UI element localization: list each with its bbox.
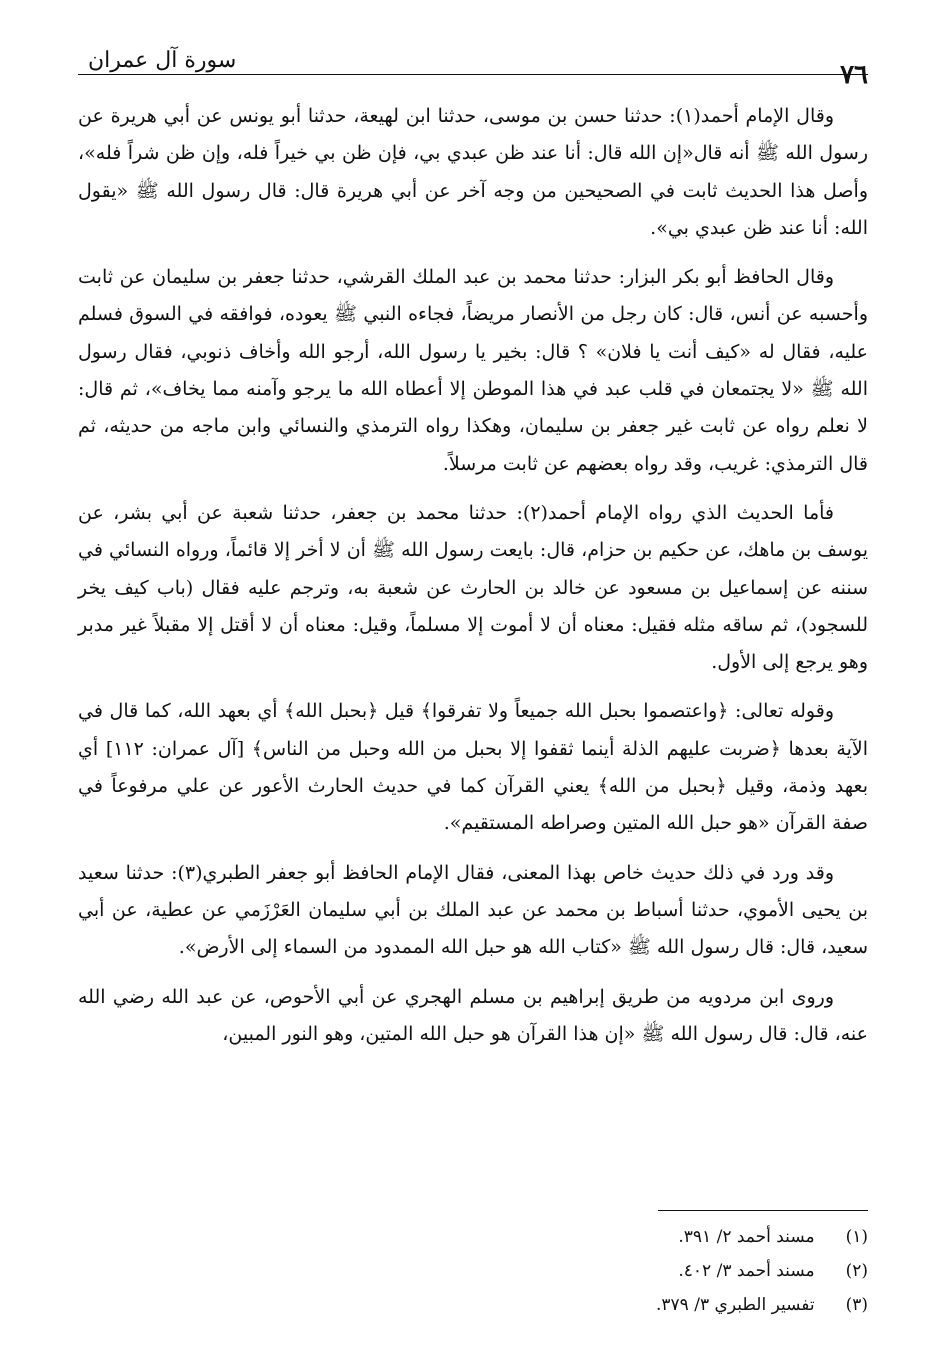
paragraph-5: وقد ورد في ذلك حديث خاص بهذا المعنى، فقال الإمام الحافظ أبو جعفر الطبري(٣): حدثنا سعيد بن يحيى الأموي، حدثنا أسباط بن محمد عن عبد الملك بن أبي سليمان العَرْزَمي عن عطية، عن أبي سعيد، قال: قال رسول الله ﷺ «كتاب الله هو حبل الله الممدود من السماء إلى الأرض». bbox=[78, 861, 868, 959]
footnote-number: (١) bbox=[845, 1227, 868, 1247]
footnote-number: (٢) bbox=[845, 1261, 868, 1281]
footnote-1 bbox=[368, 1220, 868, 1254]
footnote-number: (٣) bbox=[845, 1295, 868, 1315]
footnote-text: تفسير الطبري ٣/ ٣٧٩. bbox=[656, 1295, 815, 1315]
page-header bbox=[78, 40, 868, 90]
footnote-text: مسند أحمد ٢/ ٣٩١. bbox=[678, 1227, 815, 1247]
footnote-divider bbox=[658, 1210, 868, 1211]
paragraph-4: وقوله تعالى: ﴿واعتصموا بحبل الله جميعاً ولا تفرقوا﴾ قيل ﴿بحبل الله﴾ أي بعهد الله، كما قال في الآية بعدها ﴿ضربت عليهم الذلة أينما ثقفوا إلا بحبل من الله وحبل من الناس﴾ [آل عمران: ١١٢] أي بعهد وذمة، وقيل ﴿بحبل من الله﴾ يعني القرآن كما في حديث الحارث الأعور عن علي مرفوعاً في صفة القرآن «هو حبل الله المتين وصراطه المستقيم». bbox=[78, 700, 868, 835]
paragraph-6: وروى ابن مردويه من طريق إبراهيم بن مسلم الهجري عن أبي الأحوص، عن عبد الله رضي الله عنه، قال: قال رسول الله ﷺ «إن هذا القرآن هو حبل الله المتين، وهو النور المبين، bbox=[78, 985, 868, 1045]
footnotes bbox=[368, 1220, 868, 1322]
page-number: ٧٦ bbox=[840, 60, 868, 90]
footnote-3 bbox=[368, 1288, 868, 1322]
header-divider bbox=[78, 74, 868, 75]
paragraph-1: وقال الإمام أحمد(١): حدثنا حسن بن موسى، حدثنا ابن لهيعة، حدثنا أبو يونس عن أبي هريرة عن رسول الله ﷺ أنه قال«إن الله قال: أنا عند ظن عبدي بي، فإن ظن بي خيراً فله، وإن ظن شراً فله»، وأصل هذا الحديث ثابت في الصحيحين من وجه آخر عن أبي هريرة قال: قال رسول الله ﷺ «يقول الله: أنا عند ظن عبدي بي». bbox=[78, 105, 868, 239]
main-text bbox=[78, 98, 868, 1065]
paragraph-2: وقال الحافظ أبو بكر البزار: حدثنا محمد بن عبد الملك القرشي، حدثنا جعفر بن سليمان عن ثابت وأحسبه عن أنس، قال: كان رجل من الأنصار مريضاً، فجاءه النبي ﷺ يعوده، فوافقه في السوق فسلم عليه، فقال له «كيف أنت يا فلان» ؟ قال: بخير يا رسول الله، أرجو الله وأخاف ذنوبي، فقال رسول الله ﷺ «لا يجتمعان في قلب عبد في هذا الموطن إلا أعطاه الله ما يرجو وآمنه مما يخاف»، ثم قال: لا نعلم رواه عن ثابت غير جعفر بن سليمان، وهكذا رواه الترمذي والنسائي وابن ماجه من حديثه، ثم قال الترمذي: غريب، وقد رواه بعضهم عن ثابت مرسلاً. bbox=[78, 266, 868, 475]
running-title: سورة آل عمران bbox=[88, 48, 237, 73]
paragraph-3: فأما الحديث الذي رواه الإمام أحمد(٢): حدثنا محمد بن جعفر، حدثنا شعبة عن أبي بشر، عن يوسف بن ماهك، عن حكيم بن حزام، قال: بايعت رسول الله ﷺ أن لا أخر إلا قائماً، ورواه النسائي في سننه عن إسماعيل بن مسعود عن خالد بن الحارث عن شعبة به، وترجم عليه فقال (باب كيف يخر للسجود)، ثم ساقه مثله فقيل: معناه أن لا أموت إلا مسلماً، وقيل: معناه أن لا أقتل إلا مقبلاً غير مدبر وهو يرجع إلى الأول. bbox=[78, 501, 868, 674]
footnote-text: مسند أحمد ٣/ ٤٠٢. bbox=[678, 1261, 815, 1281]
footnote-2 bbox=[368, 1254, 868, 1288]
